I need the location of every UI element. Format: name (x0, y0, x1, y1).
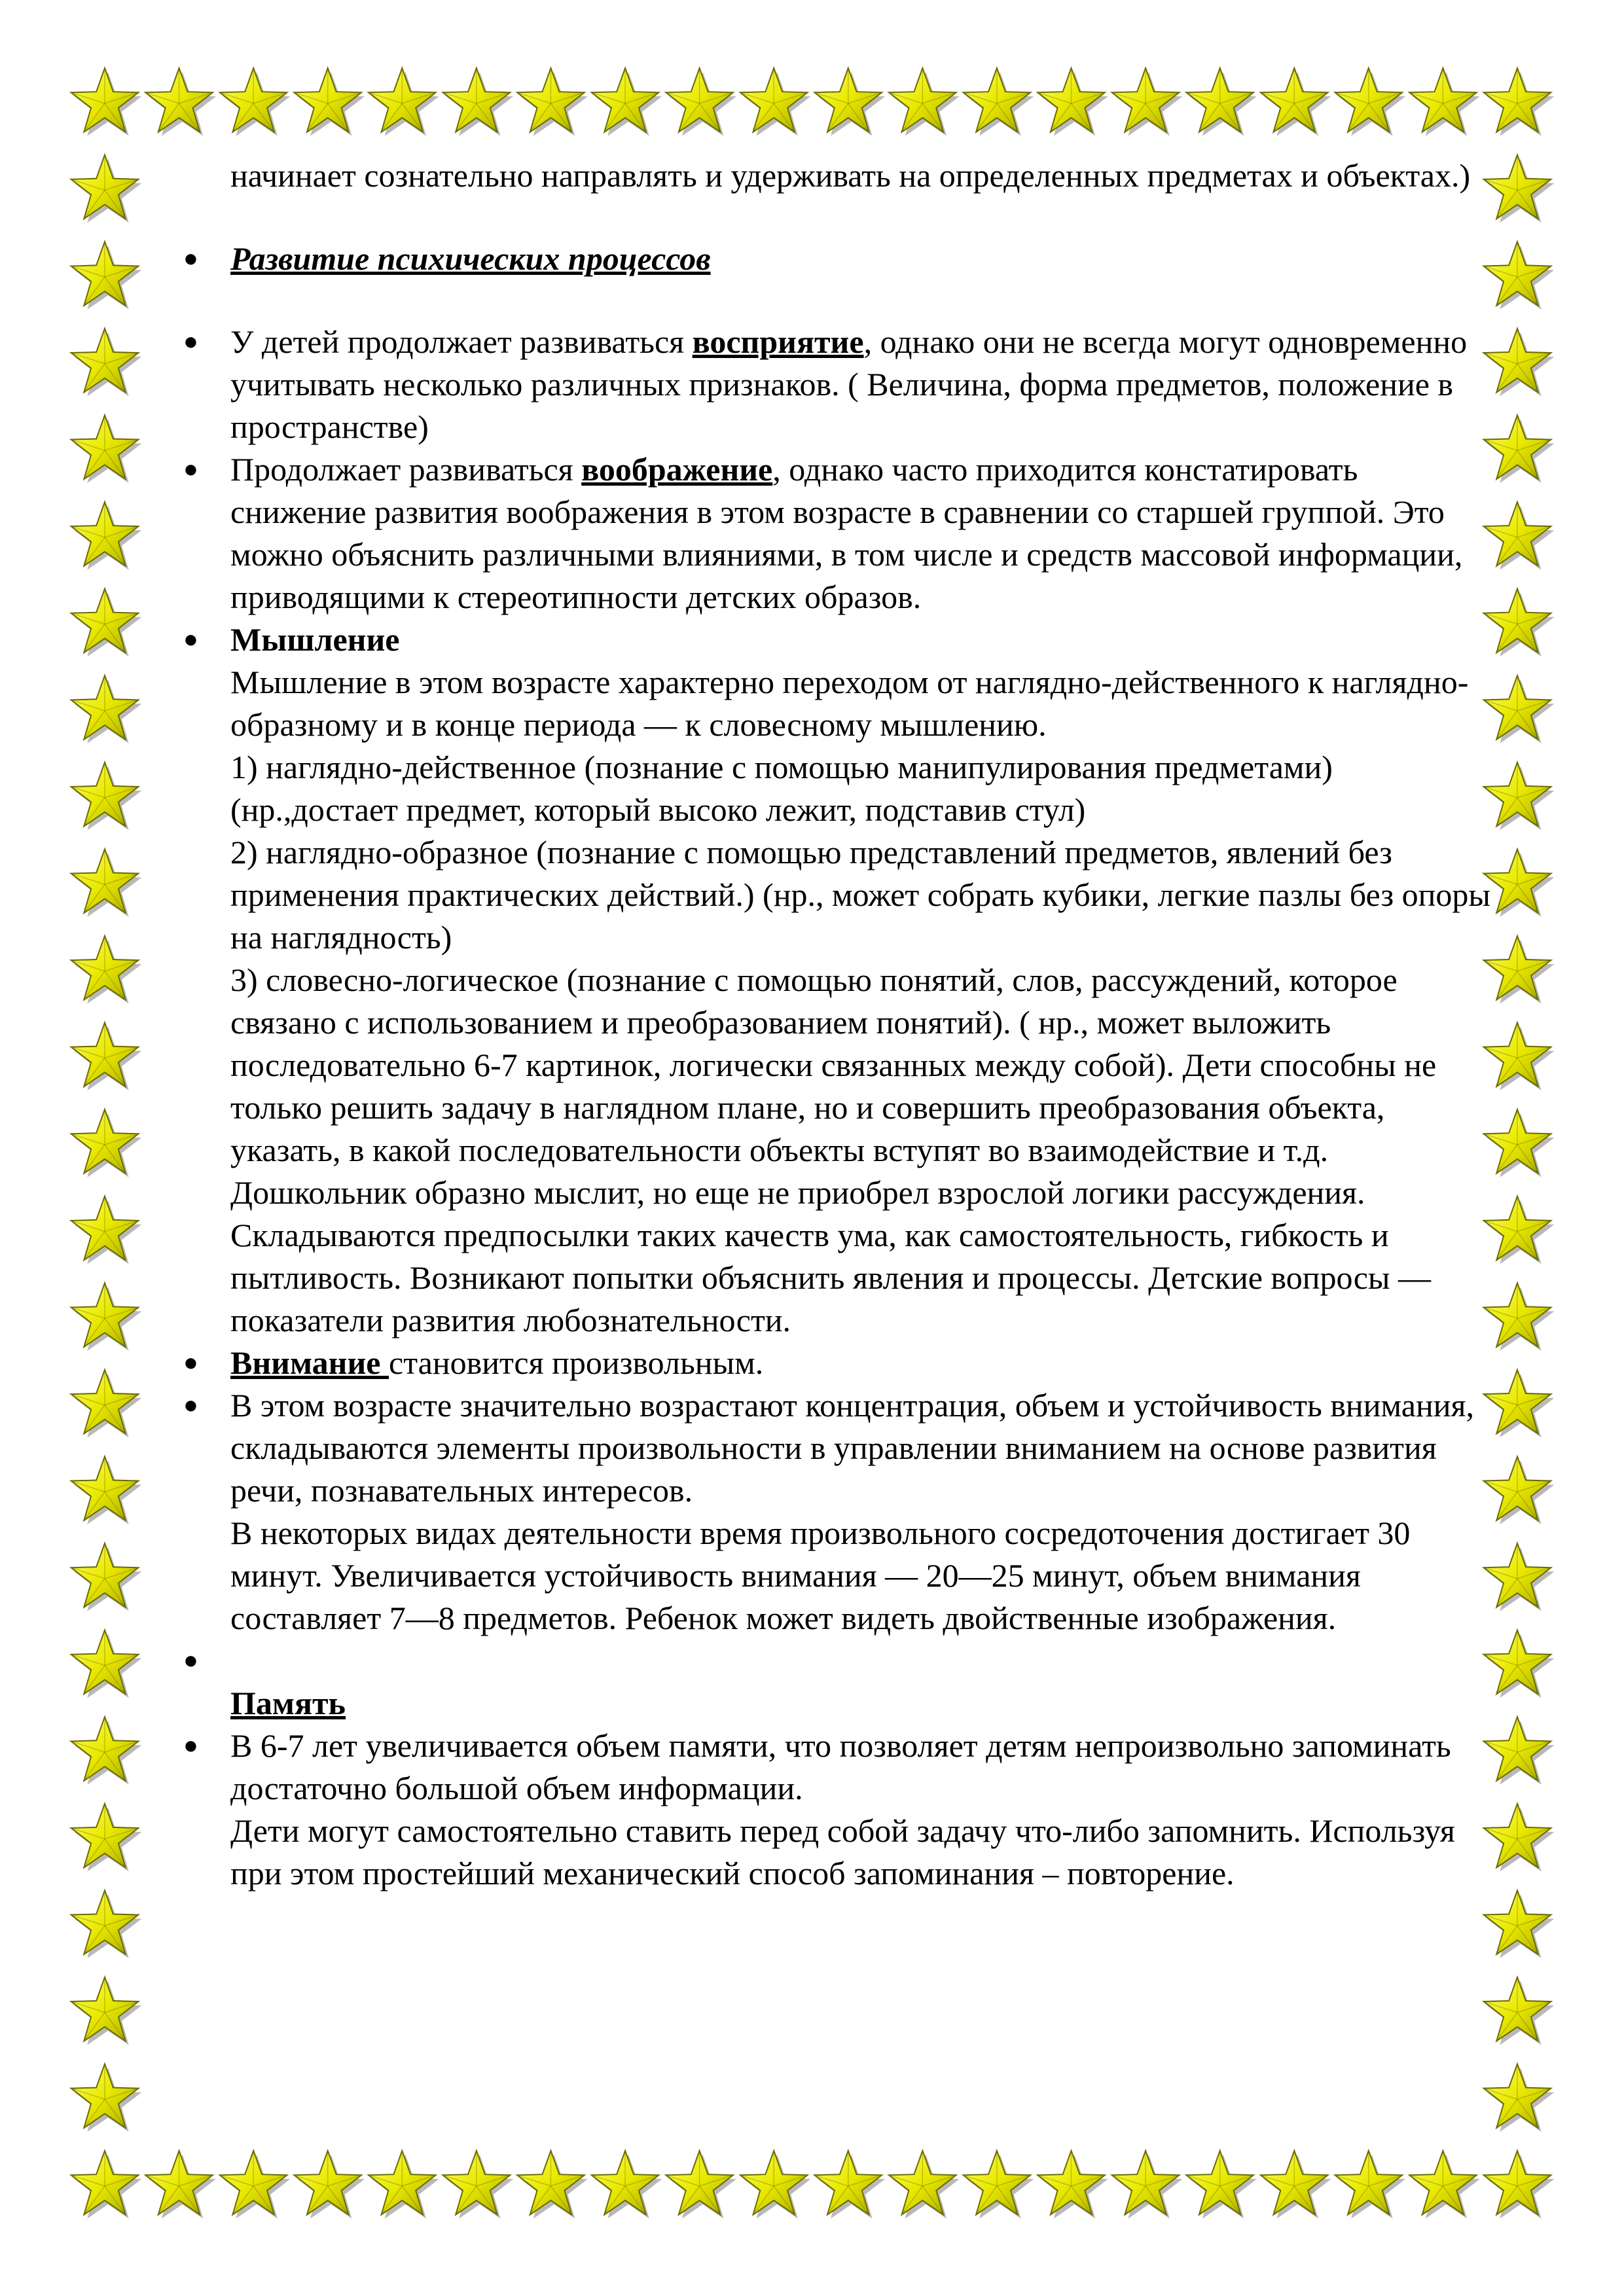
list-item-imagination (183, 448, 1499, 619)
bullet: ● (183, 626, 198, 653)
memory-title-wrap (183, 1682, 1499, 1725)
attention-paragraph: В некоторых видах деятельности время произвольного сосредоточения достигает 30 минут. Увеличивается устойчивость внимания — 20—25 минут, объем внимания составляет 7—8 предметов. Ребенок может видеть двойственные изображения. (230, 1515, 1411, 1636)
star-icon (517, 2151, 588, 2219)
bullet: ● (183, 328, 198, 355)
star-icon (1112, 68, 1183, 136)
star-icon (71, 1370, 142, 1438)
star-icon (145, 2151, 216, 2219)
bullet: ● (183, 1732, 198, 1759)
star-icon (964, 68, 1034, 136)
star-icon (71, 155, 142, 223)
star-icon (1186, 68, 1257, 136)
star-icon (369, 2151, 439, 2219)
document-body (183, 154, 1499, 1895)
imagination-term: воображение (581, 451, 773, 488)
star-icon (1186, 2151, 1257, 2219)
star-icon (71, 242, 142, 310)
star-icon (592, 2151, 662, 2219)
star-icon (1484, 2151, 1555, 2219)
list-item-attention-details (183, 1384, 1499, 1640)
star-icon (369, 68, 439, 136)
star-icon (71, 1890, 142, 1958)
thinking-title: Мышление (230, 621, 400, 658)
star-icon (1038, 68, 1108, 136)
star-icon (71, 936, 142, 1004)
thinking-paragraph: Дошкольник образно мыслит, но еще не приобрел взрослой логики рассуждения. Складываются предпосылки таких качеств ума, как самостоятельность, гибкость и пытливость. Возникают попытки объяснить явления и процессы. Детские вопросы — показатели развития любознательности. (230, 1174, 1431, 1338)
star-icon (71, 68, 142, 136)
section-heading: Развитие психических процессов (230, 240, 711, 277)
star-icon (71, 1977, 142, 2045)
star-icon (1409, 68, 1480, 136)
star-icon (71, 849, 142, 917)
star-icon (1112, 2151, 1183, 2219)
list-item-memory (183, 1725, 1499, 1895)
star-icon (740, 2151, 811, 2219)
list-item-thinking (183, 619, 1499, 1342)
star-icon (71, 589, 142, 657)
perception-term: восприятие (692, 323, 864, 360)
star-icon (1038, 2151, 1108, 2219)
star-icon (964, 2151, 1034, 2219)
list-item-heading (183, 238, 1499, 280)
imagination-text: , однако часто приходится констатировать снижение развития воображения в этом возрасте в сравнении со старшей группой. Это можно объяснить различными влияниями, в том числе и средств массовой информации, приводящими к стереотипности детских образов. (230, 451, 1463, 615)
star-icon (71, 1196, 142, 1265)
star-icon (517, 68, 588, 136)
star-icon (1335, 2151, 1406, 2219)
star-icon (145, 68, 216, 136)
star-icon (1484, 2064, 1555, 2132)
thinking-paragraph: 3) словесно-логическое (познание с помощью понятий, слов, рассуждений, которое связано с использованием и преобразованием понятий). ( нр., может выложить последовательно 6-7 картинок, логически связанных между собой). Дети способны не только решить задачу в наглядном плане, но и совершить преобразования объекта, указать, в какой последовательности объекты вступят во взаимодействие и т.д. (230, 961, 1437, 1168)
memory-paragraph: В 6-7 лет увеличивается объем памяти, что позволяет детям непроизвольно запоминать достаточно большой объем информации. (230, 1727, 1451, 1806)
perception-prefix: У детей продолжает развиваться (230, 323, 693, 360)
star-icon (71, 502, 142, 570)
star-icon (740, 68, 811, 136)
star-icon (814, 68, 885, 136)
star-icon (1409, 2151, 1480, 2219)
star-icon (294, 68, 365, 136)
star-icon (1335, 68, 1406, 136)
star-icon (1484, 1977, 1555, 2045)
bullet: ● (183, 456, 198, 483)
star-icon (220, 68, 291, 136)
attention-term: Внимание (230, 1344, 389, 1381)
star-icon (71, 1109, 142, 1177)
star-icon (71, 1630, 142, 1698)
list-item-empty (183, 1640, 1499, 1682)
imagination-prefix: Продолжает развиваться (230, 451, 582, 488)
list-item-perception (183, 321, 1499, 448)
star-icon (71, 2151, 142, 2219)
attention-text: становится произвольным. (389, 1344, 764, 1381)
thinking-paragraph: 2) наглядно-образное (познание с помощью представлений предметов, явлений без применения практических действий.) (нр., может собрать кубики, легкие пазлы без опоры на наглядность) (230, 834, 1490, 956)
thinking-paragraph: Мышление в этом возрасте характерно переходом от наглядно-действенного к наглядно-образному и в конце периода — к словесному мышлению. (230, 664, 1469, 743)
star-icon (71, 675, 142, 744)
star-icon (1261, 68, 1331, 136)
star-icon (71, 2064, 142, 2132)
list-item-attention (183, 1342, 1499, 1384)
star-icon (71, 1804, 142, 1872)
star-icon (592, 68, 662, 136)
thinking-paragraph: 1) наглядно-действенное (познание с помощью манипулирования предметами)(нр.,достает предмет, который высоко лежит, подставив стул) (230, 749, 1333, 828)
star-icon (71, 762, 142, 831)
bullet: ● (183, 1391, 198, 1419)
memory-paragraph: Дети могут самостоятельно ставить перед собой задачу что-либо запомнить. Используя при этом простейший механический способ запоминания – повторение. (230, 1812, 1455, 1892)
star-icon (294, 2151, 365, 2219)
continuation-text: начинает сознательно направлять и удерживать на определенных предметах и объектах.) (230, 157, 1471, 194)
star-icon (1484, 68, 1555, 136)
star-icon (71, 1283, 142, 1351)
star-icon (814, 2151, 885, 2219)
star-icon (889, 68, 960, 136)
star-icon (71, 1022, 142, 1090)
memory-title: Память (230, 1685, 346, 1721)
star-icon (71, 1543, 142, 1611)
star-icon (666, 2151, 736, 2219)
star-icon (1484, 1890, 1555, 1958)
star-icon (71, 1717, 142, 1785)
star-icon (71, 1456, 142, 1524)
star-icon (443, 2151, 514, 2219)
star-icon (71, 329, 142, 397)
star-icon (1261, 2151, 1331, 2219)
star-icon (889, 2151, 960, 2219)
attention-paragraph: В этом возрасте значительно возрастают концентрация, объем и устойчивость внимания, складываются элементы произвольности в управлении вниманием на основе развития речи, познавательных интересов. (230, 1387, 1474, 1509)
star-icon (443, 68, 514, 136)
star-icon (220, 2151, 291, 2219)
bullet: ● (183, 1647, 198, 1674)
star-icon (71, 415, 142, 483)
perception-text: , однако они не всегда могут одновременно учитывать несколько различных признаков. ( Величина, форма предметов, положение в пространстве) (230, 323, 1468, 445)
bullet: ● (183, 1349, 198, 1376)
star-icon (666, 68, 736, 136)
bullet: ● (183, 245, 198, 272)
